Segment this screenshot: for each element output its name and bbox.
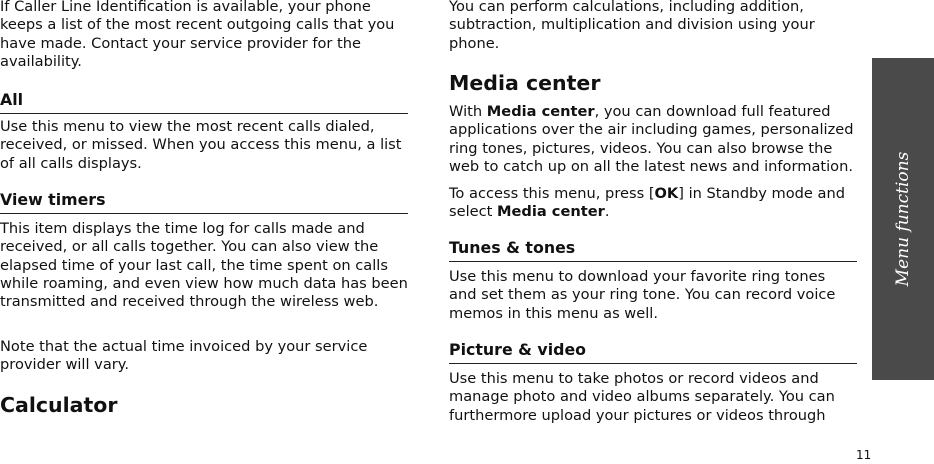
media-center-paragraph — [449, 103, 857, 176]
media-rest-text: , you can download full featured applications over the air including games, personalized ring tones, pictures, videos. You can also browse the web to catch up on all the latest news and information. — [449, 103, 854, 175]
media-access-paragraph — [449, 185, 857, 222]
ok-key: OK — [654, 185, 679, 202]
access-text-a: To access this menu, press [ — [449, 185, 655, 202]
all-heading: All — [0, 90, 408, 114]
view-timers-heading: View timers — [0, 190, 408, 214]
section-view-timers — [0, 190, 408, 214]
picture-video-paragraph: Use this menu to take photos or record videos and manage photo and video albums separately. You can furthermore upload your pictures or videos through — [449, 370, 835, 424]
menu-functions-label: Menu functions — [893, 151, 913, 287]
access-text-end: . — [604, 203, 610, 221]
section-tunes-tones — [449, 238, 857, 262]
media-lead-text: With — [449, 103, 487, 120]
tunes-tones-heading: Tunes & tones — [449, 238, 857, 262]
section-all — [0, 90, 408, 114]
media-center-heading: Media center — [449, 71, 601, 95]
caller-id-paragraph: If Caller Line Identification is available, your phone keeps a list of the most recent outgoing calls that you have made. Contact your service provider for the availability. — [0, 0, 395, 70]
access-text-b: ] in Standby mode and select — [449, 185, 845, 221]
tunes-tones-paragraph: Use this menu to download your favorite ring tones and set them as your ring tone. You can record voice memos in this menu as well. — [449, 268, 836, 322]
picture-video-heading: Picture & video — [449, 340, 857, 364]
all-paragraph: Use this menu to view the most recent calls dialed, received, or missed. When you access this menu, a list of all calls displays. — [0, 118, 402, 172]
view-timers-note: Note that the actual time invoiced by your service provider will vary. — [0, 338, 368, 374]
menu-functions-tab — [872, 58, 934, 380]
media-center-bold: Media center — [486, 103, 595, 120]
section-picture-video — [449, 340, 857, 364]
page-number: 11 — [856, 448, 872, 462]
media-center-bold-2: Media center — [497, 203, 605, 221]
calculator-heading: Calculator — [0, 393, 118, 417]
calculator-paragraph: You can perform calculations, including addition, subtraction, multiplication and division using your phone. — [449, 0, 815, 52]
view-timers-paragraph: This item displays the time log for calls made and received, or all calls together. You can also view the elapsed time of your last call, the time spent on calls while roaming, and even view how much data has been transmitted and received through the wireless web. — [0, 220, 408, 311]
